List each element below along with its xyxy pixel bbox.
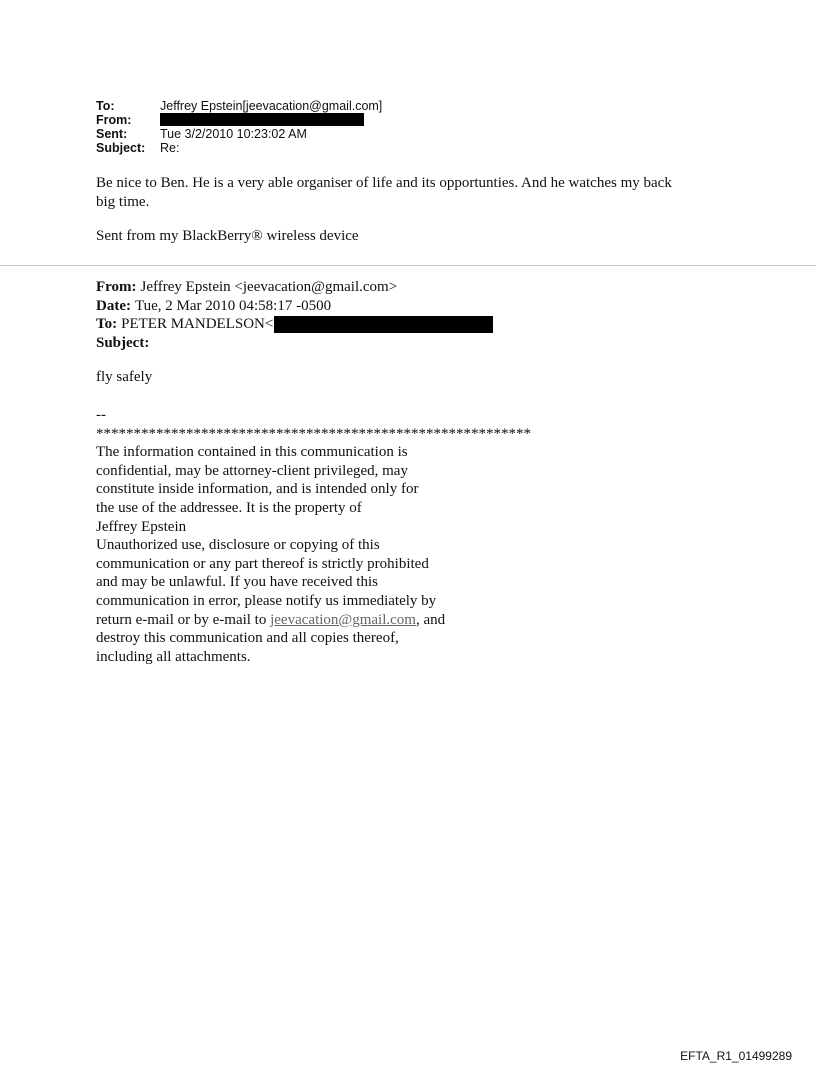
header-to-row [96, 99, 382, 113]
quoted-message: fly safely [96, 369, 153, 385]
quoted-date-value: Tue, 2 Mar 2010 04:58:17 -0500 [134, 297, 332, 314]
email-header [96, 99, 382, 155]
quoted-to-value: PETER MANDELSON< [121, 316, 274, 332]
redaction-box [274, 316, 493, 333]
disclaimer-line: including all attachments. [96, 648, 251, 665]
disclaimer-line: The information contained in this communication is [96, 444, 408, 461]
disclaimer-stars: ********************************************************** [96, 425, 531, 442]
disclaimer-line: and may be unlawful. If you have received this [96, 574, 378, 591]
quoted-from-label: From: [96, 279, 137, 295]
body-paragraph [96, 174, 672, 211]
header-to-value: Jeffrey Epstein[jeevacation@gmail.com] [160, 99, 383, 113]
disclaimer [96, 406, 531, 666]
header-sent-row [96, 127, 382, 141]
quoted-subject-row [96, 334, 493, 353]
quoted-header [96, 278, 493, 352]
quoted-to-label: To: [96, 316, 118, 332]
quoted-from-value: Jeffrey Epstein <jeevacation@gmail.com> [140, 279, 398, 295]
disclaimer-line: confidential, may be attorney-client privileged, may [96, 462, 408, 479]
body-line-2: big time. [96, 193, 150, 210]
redaction-box [160, 113, 364, 126]
document-id: EFTA_R1_01499289 [680, 1049, 792, 1063]
header-sent-label: Sent: [96, 127, 128, 141]
quoted-from-row [96, 278, 493, 297]
header-from-row [96, 113, 382, 127]
header-subject-row [96, 141, 382, 155]
quoted-date-row [96, 297, 493, 316]
body-line-1: Be nice to Ben. He is a very able organiser of life and its opportunties. And he watches my back [96, 175, 672, 191]
disclaimer-line: destroy this communication and all copies thereof, [96, 630, 399, 647]
header-sent-value: Tue 3/2/2010 10:23:02 AM [160, 127, 307, 141]
body-signature: Sent from my BlackBerry® wireless device [96, 228, 359, 244]
header-to-label: To: [96, 99, 115, 113]
disclaimer-link-suffix: , and [415, 611, 446, 628]
header-subject-value: Re: [160, 141, 180, 155]
header-from-label: From: [96, 113, 132, 127]
disclaimer-link-prefix: return e-mail or by e-mail to [96, 611, 271, 628]
quoted-to-row [96, 315, 493, 334]
disclaimer-line: communication or any part thereof is strictly prohibited [96, 555, 429, 572]
header-subject-label: Subject: [96, 141, 146, 155]
disclaimer-line: Jeffrey Epstein [96, 518, 187, 535]
quoted-date-label: Date: [96, 297, 131, 314]
email-link[interactable]: jeevacation@gmail.com [270, 611, 416, 628]
disclaimer-dashes: -- [96, 407, 106, 423]
disclaimer-line: constitute inside information, and is intended only for [96, 481, 419, 498]
disclaimer-line: the use of the addressee. It is the property of [96, 499, 362, 516]
disclaimer-line: communication in error, please notify us immediately by [96, 592, 437, 609]
disclaimer-line: Unauthorized use, disclosure or copying of this [96, 537, 380, 554]
quoted-subject-label: Subject: [96, 334, 150, 351]
divider [0, 265, 816, 266]
disclaimer-link-line [96, 611, 531, 630]
